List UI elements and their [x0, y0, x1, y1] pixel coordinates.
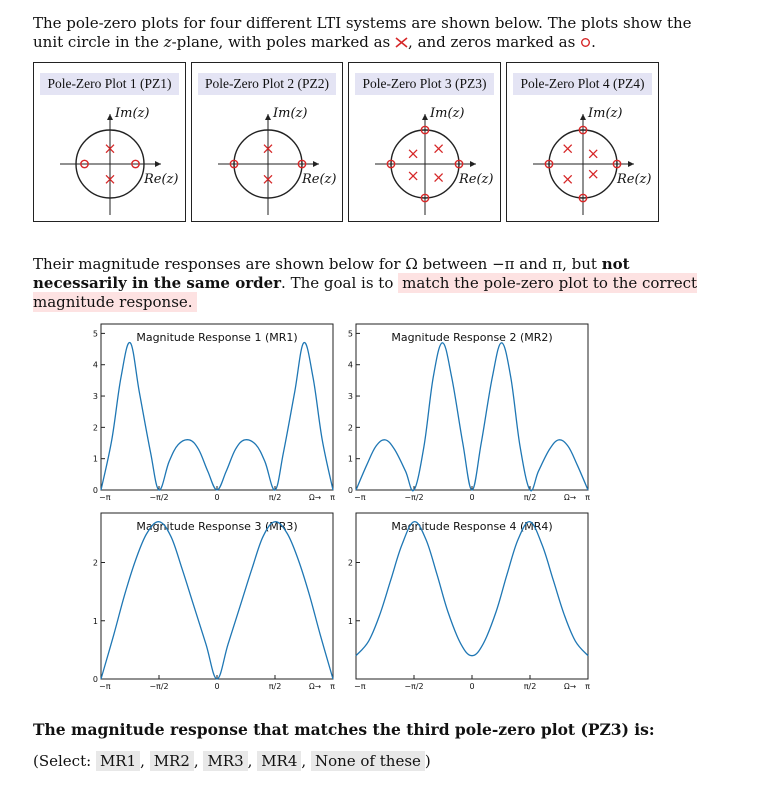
middle-bold: not necessarily in the same order: [33, 255, 630, 292]
y-tick-label: 5: [347, 329, 353, 339]
plot-frame: [356, 513, 588, 679]
im-label: Im(z): [430, 106, 465, 121]
x-tick-label: −π: [99, 493, 111, 502]
pole-marker: [435, 174, 443, 182]
re-axis-arrow: [313, 161, 319, 167]
im-axis-arrow: [580, 114, 586, 120]
y-tick-label: 4: [347, 360, 353, 370]
re-axis-arrow: [628, 161, 634, 167]
intro-text-2: -plane, with poles marked as: [171, 33, 396, 51]
pole-marker: [589, 170, 597, 178]
middle-paragraph: [33, 255, 723, 312]
im-label: Im(z): [115, 106, 150, 121]
intro-paragraph: [33, 14, 723, 52]
x-tick-label: π/2: [268, 682, 282, 691]
pz-plot-1: [33, 62, 186, 222]
x-tick-label: π/2: [268, 493, 282, 502]
pole-x-icon: [395, 37, 408, 48]
mr-chart-2: [343, 316, 598, 506]
x-axis-label: Ω→: [563, 682, 576, 691]
select-suffix: ): [424, 752, 431, 770]
chart-title: Magnitude Response 4 (MR4): [391, 520, 553, 533]
pz-plot-1-diagram: [34, 97, 187, 221]
x-tick-label: 0: [469, 493, 475, 502]
option-mr4[interactable]: MR4: [257, 751, 301, 771]
goal-highlight: match the pole-zero plot to the correct magnitude response.: [33, 274, 698, 311]
pz-plot-3: [348, 62, 501, 222]
pz-plot-2: [191, 62, 343, 222]
pole-marker: [409, 172, 417, 180]
plot-frame: [101, 513, 333, 679]
y-tick-label: 2: [347, 423, 353, 433]
y-tick-label: 4: [92, 360, 98, 370]
y-tick-label: 2: [92, 423, 98, 433]
middle-text-1: Their magnitude responses are shown below for Ω between −π and π, but: [33, 255, 602, 273]
y-tick-label: 3: [347, 392, 353, 402]
select-prefix: (Select:: [33, 752, 96, 770]
select-line: (Select: MR1 , MR2 , MR3 , MR4 , None of these ): [33, 752, 431, 770]
pole-marker: [564, 175, 572, 183]
y-tick-label: 2: [92, 558, 98, 568]
pole-marker: [564, 145, 572, 153]
x-axis-label: Ω→: [563, 493, 576, 502]
x-tick-label: π: [330, 682, 335, 691]
chart-title: Magnitude Response 1 (MR1): [136, 331, 298, 344]
re-axis-arrow: [470, 161, 476, 167]
pz-plot-4-label: Pole-Zero Plot 4 (PZ4): [513, 73, 652, 95]
im-label: Im(z): [588, 106, 623, 121]
x-tick-label: −π/2: [149, 493, 169, 502]
pz-plot-3-diagram: [349, 97, 502, 221]
intro-text-1: The pole-zero plots for four different LTI systems are shown below. The plots show the unit circle in the: [33, 14, 692, 51]
plot-frame: [101, 324, 333, 490]
y-tick-label: 0: [347, 486, 353, 495]
pz-plot-4-diagram: [507, 97, 660, 221]
y-tick-label: 0: [92, 486, 98, 495]
middle-text-2: . The goal is to: [281, 274, 399, 292]
re-label: Re(z): [144, 172, 179, 187]
x-tick-label: −π: [99, 682, 111, 691]
x-tick-label: −π: [354, 682, 366, 691]
x-axis-label: Ω→: [308, 682, 321, 691]
pz-plot-1-label: Pole-Zero Plot 1 (PZ1): [40, 73, 179, 95]
y-tick-label: 3: [92, 392, 98, 402]
mr-chart-4: [343, 505, 598, 695]
pz-plot-2-diagram: [192, 97, 344, 221]
x-tick-label: −π/2: [404, 682, 424, 691]
y-tick-label: 1: [347, 454, 353, 464]
im-axis-arrow: [265, 114, 271, 120]
option-mr2[interactable]: MR2: [150, 751, 194, 771]
x-tick-label: 0: [469, 682, 475, 691]
y-tick-label: 1: [92, 454, 98, 464]
intro-z: z: [163, 33, 172, 51]
pole-marker: [589, 150, 597, 158]
plot-frame: [356, 324, 588, 490]
chart-title: Magnitude Response 3 (MR3): [136, 520, 298, 533]
mr-chart-3: [88, 505, 343, 695]
y-tick-label: 1: [92, 616, 98, 626]
x-tick-label: π/2: [523, 493, 537, 502]
im-axis-arrow: [107, 114, 113, 120]
y-tick-label: 1: [347, 616, 353, 626]
chart-title: Magnitude Response 2 (MR2): [391, 331, 553, 344]
x-tick-label: π/2: [523, 682, 537, 691]
re-label: Re(z): [617, 172, 652, 187]
option-mr3[interactable]: MR3: [203, 751, 247, 771]
pz-plot-3-label: Pole-Zero Plot 3 (PZ3): [355, 73, 494, 95]
option-none[interactable]: None of these: [311, 751, 425, 771]
intro-text-3: , and zeros marked as: [408, 33, 581, 51]
x-tick-label: −π: [354, 493, 366, 502]
im-label: Im(z): [273, 106, 308, 121]
x-tick-label: 0: [214, 682, 220, 691]
pole-marker: [435, 145, 443, 153]
question-text: The magnitude response that matches the third pole-zero plot (PZ3) is:: [33, 720, 655, 739]
x-tick-label: 0: [214, 493, 220, 502]
y-tick-label: 5: [92, 329, 98, 339]
x-axis-label: Ω→: [308, 493, 321, 502]
re-label: Re(z): [302, 172, 337, 187]
re-label: Re(z): [459, 172, 494, 187]
x-tick-label: π: [585, 493, 590, 502]
y-tick-label: 0: [92, 675, 98, 684]
zero-o-icon: [580, 37, 591, 48]
pz-plot-4: [506, 62, 659, 222]
pole-marker: [409, 150, 417, 158]
x-tick-label: π: [330, 493, 335, 502]
mr-chart-1: [88, 316, 343, 506]
option-mr1[interactable]: MR1: [96, 751, 140, 771]
re-axis-arrow: [155, 161, 161, 167]
intro-text-4: .: [591, 33, 596, 51]
pz-plot-2-label: Pole-Zero Plot 2 (PZ2): [198, 73, 336, 95]
x-tick-label: π: [585, 682, 590, 691]
y-tick-label: 2: [347, 558, 353, 568]
im-axis-arrow: [422, 114, 428, 120]
x-tick-label: −π/2: [149, 682, 169, 691]
x-tick-label: −π/2: [404, 493, 424, 502]
